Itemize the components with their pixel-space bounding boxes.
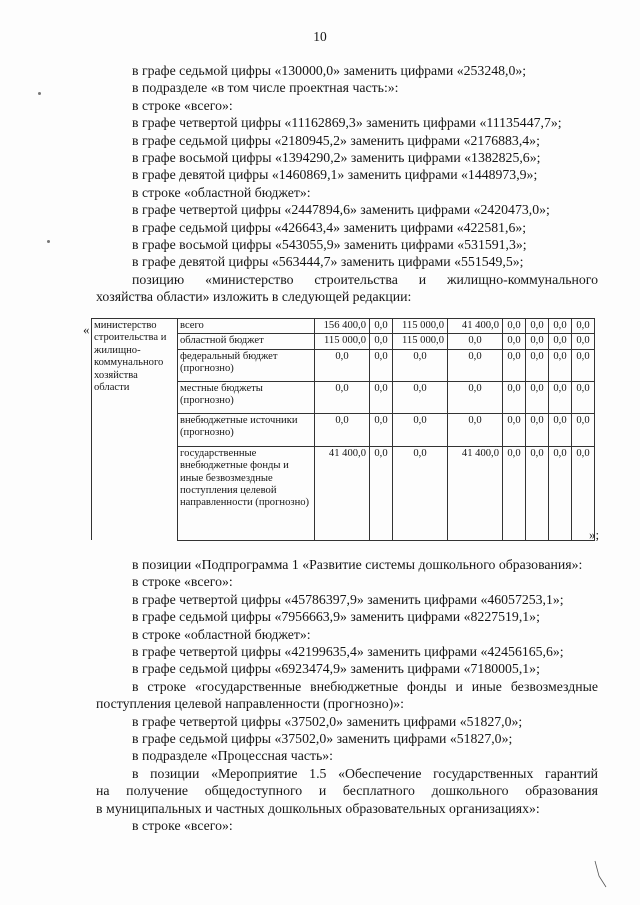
amendment-line: в строке «областной бюджет»:: [132, 184, 311, 200]
value-cell: 0,0: [315, 349, 370, 381]
gov-funds-paragraph-line1: в строке «государственные внебюджетные фонды и иные безвозмездные: [132, 678, 598, 694]
value-cell: 0,0: [526, 334, 549, 349]
pen-mark-icon: [594, 860, 608, 888]
value-cell: 0,0: [393, 446, 448, 540]
measure-paragraph-line3: в муниципальных и частных дошкольных образовательных организациях»:: [96, 800, 540, 816]
source-cell: всего: [178, 319, 315, 334]
value-cell: 0,0: [370, 381, 393, 413]
position-paragraph-line1: позицию «министерство строительства и жилищно-коммунального: [132, 271, 598, 287]
amendment-line: в графе седьмой цифры «37502,0» заменить цифрами «51827,0»;: [132, 731, 513, 747]
value-cell: 0,0: [448, 349, 503, 381]
value-cell: 0,0: [448, 413, 503, 446]
measure-paragraph-line2: на получение общедоступного и бесплатного дошкольного образования: [96, 783, 598, 799]
value-cell: 0,0: [448, 381, 503, 413]
table-row: [92, 319, 595, 334]
value-cell: 0,0: [526, 381, 549, 413]
value-cell: 156 400,0: [315, 319, 370, 334]
value-cell: 115 000,0: [393, 319, 448, 334]
amendment-line: в подразделе «Процессная часть»:: [132, 748, 333, 764]
amendment-line: в графе девятой цифры «563444,7» заменить цифрами «551549,5»;: [132, 254, 524, 270]
value-cell: 0,0: [526, 349, 549, 381]
value-cell: 115 000,0: [393, 334, 448, 349]
value-cell: 0,0: [572, 381, 595, 413]
value-cell: 0,0: [549, 381, 572, 413]
value-cell: 0,0: [503, 413, 526, 446]
amendments-block-bottom: [96, 556, 598, 835]
value-cell: 0,0: [393, 381, 448, 413]
value-cell: 0,0: [526, 413, 549, 446]
value-cell: 0,0: [572, 349, 595, 381]
amendment-line: в графе четвертой цифры «42199635,4» заменить цифрами «42456165,6»;: [132, 644, 564, 660]
value-cell: 0,0: [315, 381, 370, 413]
source-cell: внебюджетные источники (прогнозно): [178, 413, 315, 446]
value-cell: 0,0: [370, 413, 393, 446]
value-cell: 0,0: [315, 413, 370, 446]
amendment-line: в графе седьмой цифры «2180945,2» заменить цифрами «2176883,4»;: [132, 132, 540, 148]
value-cell: 0,0: [370, 319, 393, 334]
measure-paragraph-line1: в позиции «Мероприятие 1.5 «Обеспечение государственных гарантий: [132, 765, 598, 781]
amendment-line: в графе восьмой цифры «1394290,2» заменить цифрами «1382825,6»;: [132, 150, 541, 166]
value-cell: 0,0: [572, 319, 595, 334]
amendment-line: в подразделе «в том числе проектная часть:»:: [132, 80, 399, 96]
value-cell: 0,0: [503, 349, 526, 381]
amendment-line: в графе седьмой цифры «7956663,9» заменить цифрами «8227519,1»;: [132, 609, 540, 625]
program-financing-table: [91, 318, 595, 541]
amendment-line: в строке «всего»:: [132, 97, 233, 113]
amendment-line: в графе седьмой цифры «426643,4» заменить цифрами «422581,6»;: [132, 219, 527, 235]
value-cell: 0,0: [572, 413, 595, 446]
value-cell: 0,0: [549, 413, 572, 446]
table-close-quote: »;: [589, 527, 600, 542]
gov-funds-paragraph-line2: поступления целевой направленности (прогнозно)»:: [96, 696, 404, 712]
amendment-line: в строке «областной бюджет»:: [132, 626, 311, 642]
value-cell: 0,0: [503, 446, 526, 540]
value-cell: 0,0: [526, 446, 549, 540]
value-cell: 0,0: [370, 446, 393, 540]
organization-cell: министерство строительства и жилищно-коммунального хозяйства области: [92, 319, 178, 541]
amendment-line: в строке «всего»:: [132, 574, 233, 590]
value-cell: 0,0: [370, 334, 393, 349]
value-cell: 0,0: [503, 334, 526, 349]
table-open-quote: «: [83, 322, 90, 337]
amendment-line: в графе четвертой цифры «2447894,6» заменить цифрами «2420473,0»;: [132, 202, 550, 218]
value-cell: 0,0: [448, 334, 503, 349]
value-cell: 0,0: [549, 446, 572, 540]
amendment-line: в строке «всего»:: [132, 818, 233, 834]
amendment-line: в графе девятой цифры «1460869,1» заменить цифрами «1448973,9»;: [132, 167, 538, 183]
value-cell: 0,0: [572, 334, 595, 349]
amendment-line: в графе седьмой цифры «130000,0» заменить цифрами «253248,0»;: [132, 63, 527, 78]
value-cell: 0,0: [549, 349, 572, 381]
value-cell: 0,0: [503, 319, 526, 334]
value-cell: 41 400,0: [315, 446, 370, 540]
page-number: 10: [313, 29, 327, 44]
amendment-line: в графе восьмой цифры «543055,9» заменить цифрами «531591,3»;: [132, 237, 527, 253]
value-cell: 0,0: [393, 413, 448, 446]
value-cell: 41 400,0: [448, 319, 503, 334]
amendment-line: в графе четвертой цифры «37502,0» заменить цифрами «51827,0»;: [132, 713, 523, 729]
amendments-block-top: [96, 62, 598, 306]
value-cell: 41 400,0: [448, 446, 503, 540]
scan-dot-icon: [47, 240, 50, 243]
amendment-line: в графе седьмой цифры «6923474,9» заменить цифрами «7180005,1»;: [132, 661, 540, 677]
value-cell: 0,0: [549, 334, 572, 349]
value-cell: 0,0: [370, 349, 393, 381]
value-cell: 0,0: [549, 319, 572, 334]
value-cell: 115 000,0: [315, 334, 370, 349]
value-cell: 0,0: [526, 319, 549, 334]
value-cell: 0,0: [572, 446, 595, 540]
amendment-line: в графе четвертой цифры «11162869,3» заменить цифрами «11135447,7»;: [132, 115, 562, 131]
source-cell: государственные внебюджетные фонды и иные безвозмездные поступления целевой направленности (прогнозно): [178, 446, 315, 540]
amendment-line: в графе четвертой цифры «45786397,9» заменить цифрами «46057253,1»;: [132, 591, 564, 607]
value-cell: 0,0: [503, 381, 526, 413]
value-cell: 0,0: [393, 349, 448, 381]
position-paragraph-line2: хозяйства области» изложить в следующей редакции:: [96, 289, 412, 305]
amendment-line: в позиции «Подпрограмма 1 «Развитие системы дошкольного образования»:: [132, 557, 583, 572]
source-cell: местные бюджеты (прогнозно): [178, 381, 315, 413]
scan-dot-icon: [38, 92, 41, 95]
source-cell: федеральный бюджет (прогнозно): [178, 349, 315, 381]
source-cell: областной бюджет: [178, 334, 315, 349]
